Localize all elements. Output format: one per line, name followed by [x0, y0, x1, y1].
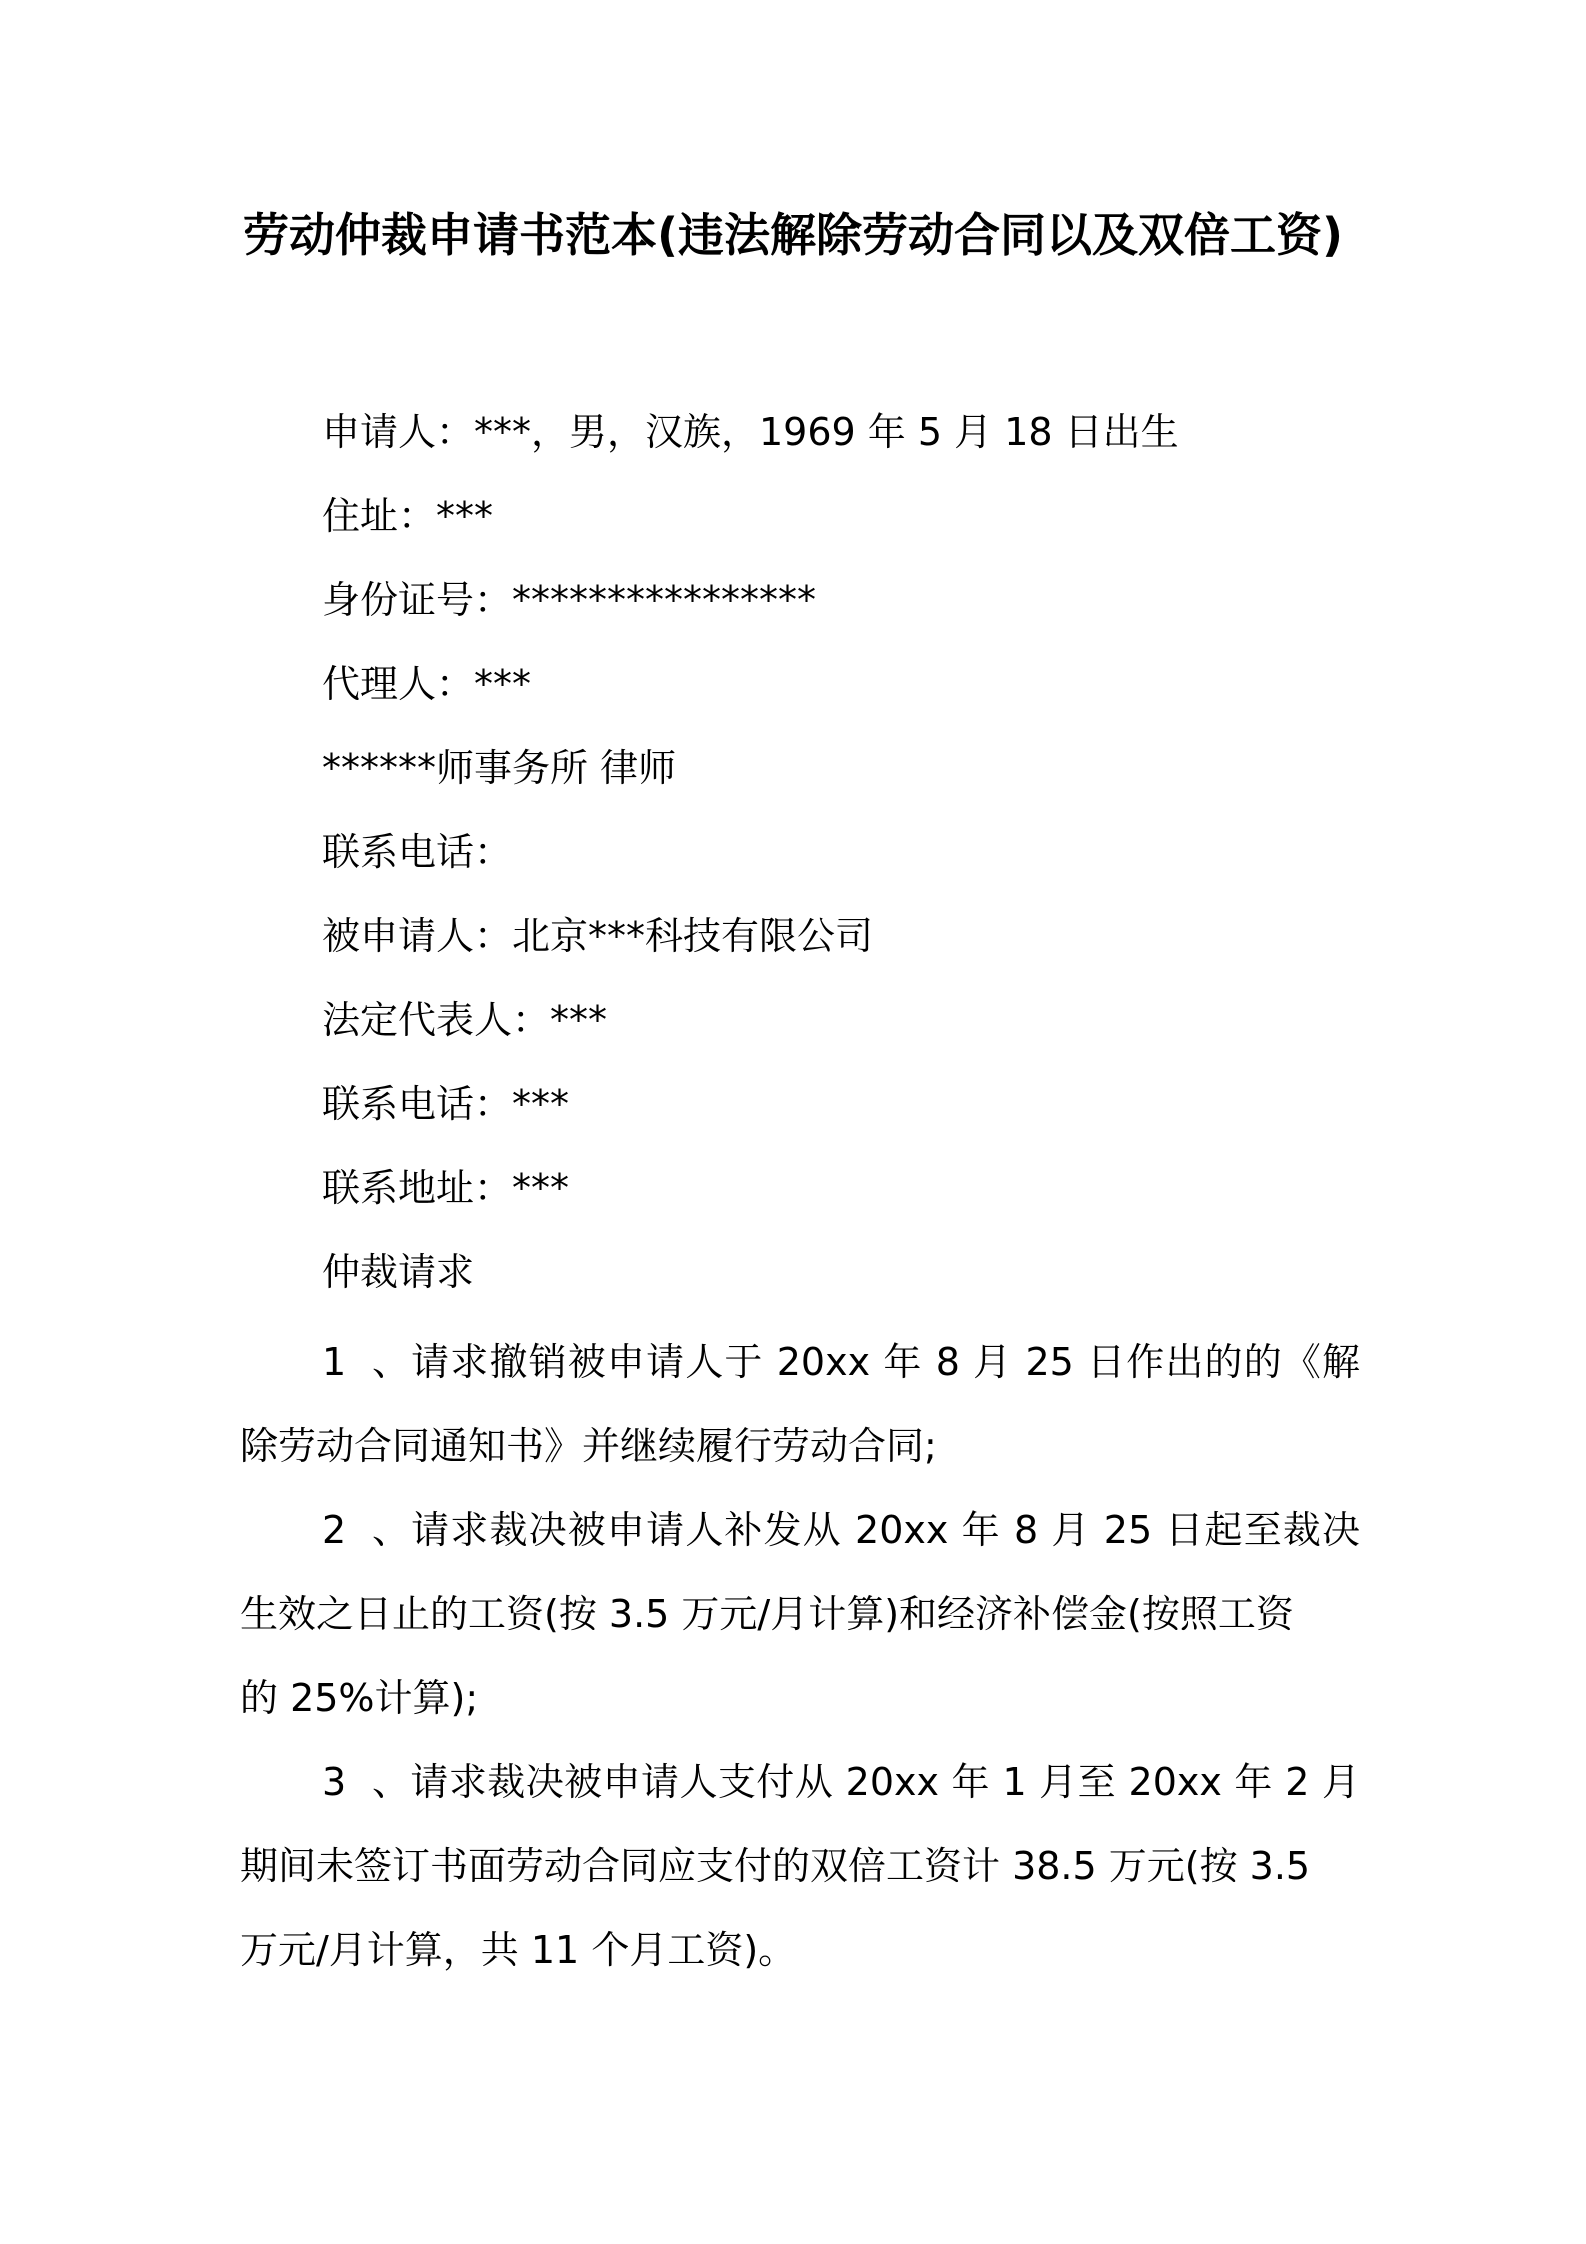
- agent-phone-line: 联系电话：: [322, 830, 513, 874]
- legal-representative-line: 法定代表人：***: [322, 998, 608, 1042]
- request-1: [240, 1320, 1360, 1488]
- document-title: 劳动仲裁申请书范本(违法解除劳动合同以及双倍工资): [242, 208, 1344, 262]
- request-text: 请求裁决被申请人支付从 20xx 年 1 月至 20xx 年 2 月: [410, 1760, 1360, 1804]
- applicant-address-line: 住址：***: [322, 494, 494, 538]
- request-line: [240, 1488, 1360, 1572]
- request-line: 期间未签订书面劳动合同应支付的双倍工资计 38.5 万元(按 3.5: [240, 1844, 1311, 1888]
- request-line: 的 25%计算);: [240, 1676, 479, 1720]
- request-number: 3、: [322, 1760, 410, 1804]
- request-line: [240, 1320, 1360, 1404]
- request-line: 万元/月计算，共 11 个月工资)。: [240, 1928, 797, 1972]
- request-line: [240, 1740, 1360, 1824]
- respondent-line: 被申请人：北京***科技有限公司: [322, 914, 874, 958]
- applicant-id-line: 身份证号：****************: [322, 578, 817, 622]
- respondent-phone-line: 联系电话：***: [322, 1082, 570, 1126]
- law-firm-line: ******师事务所 律师: [322, 746, 677, 790]
- arbitration-requests-heading: 仲裁请求: [322, 1250, 475, 1294]
- request-line: 生效之日止的工资(按 3.5 万元/月计算)和经济补偿金(按照工资: [240, 1592, 1294, 1636]
- request-3: [240, 1740, 1360, 1992]
- request-number: 2、: [322, 1508, 410, 1552]
- applicant-line: 申请人：***，男，汉族，1969 年 5 月 18 日出生: [322, 410, 1179, 454]
- request-text: 请求裁决被申请人补发从 20xx 年 8 月 25 日起至裁决: [410, 1508, 1360, 1552]
- request-text: 请求撤销被申请人于 20xx 年 8 月 25 日作出的的《解: [410, 1340, 1360, 1384]
- request-number: 1、: [322, 1340, 410, 1384]
- agent-line: 代理人：***: [322, 662, 532, 706]
- respondent-address-line: 联系地址：***: [322, 1166, 570, 1210]
- request-2: [240, 1488, 1360, 1740]
- request-line: 除劳动合同通知书》并继续履行劳动合同;: [240, 1424, 937, 1468]
